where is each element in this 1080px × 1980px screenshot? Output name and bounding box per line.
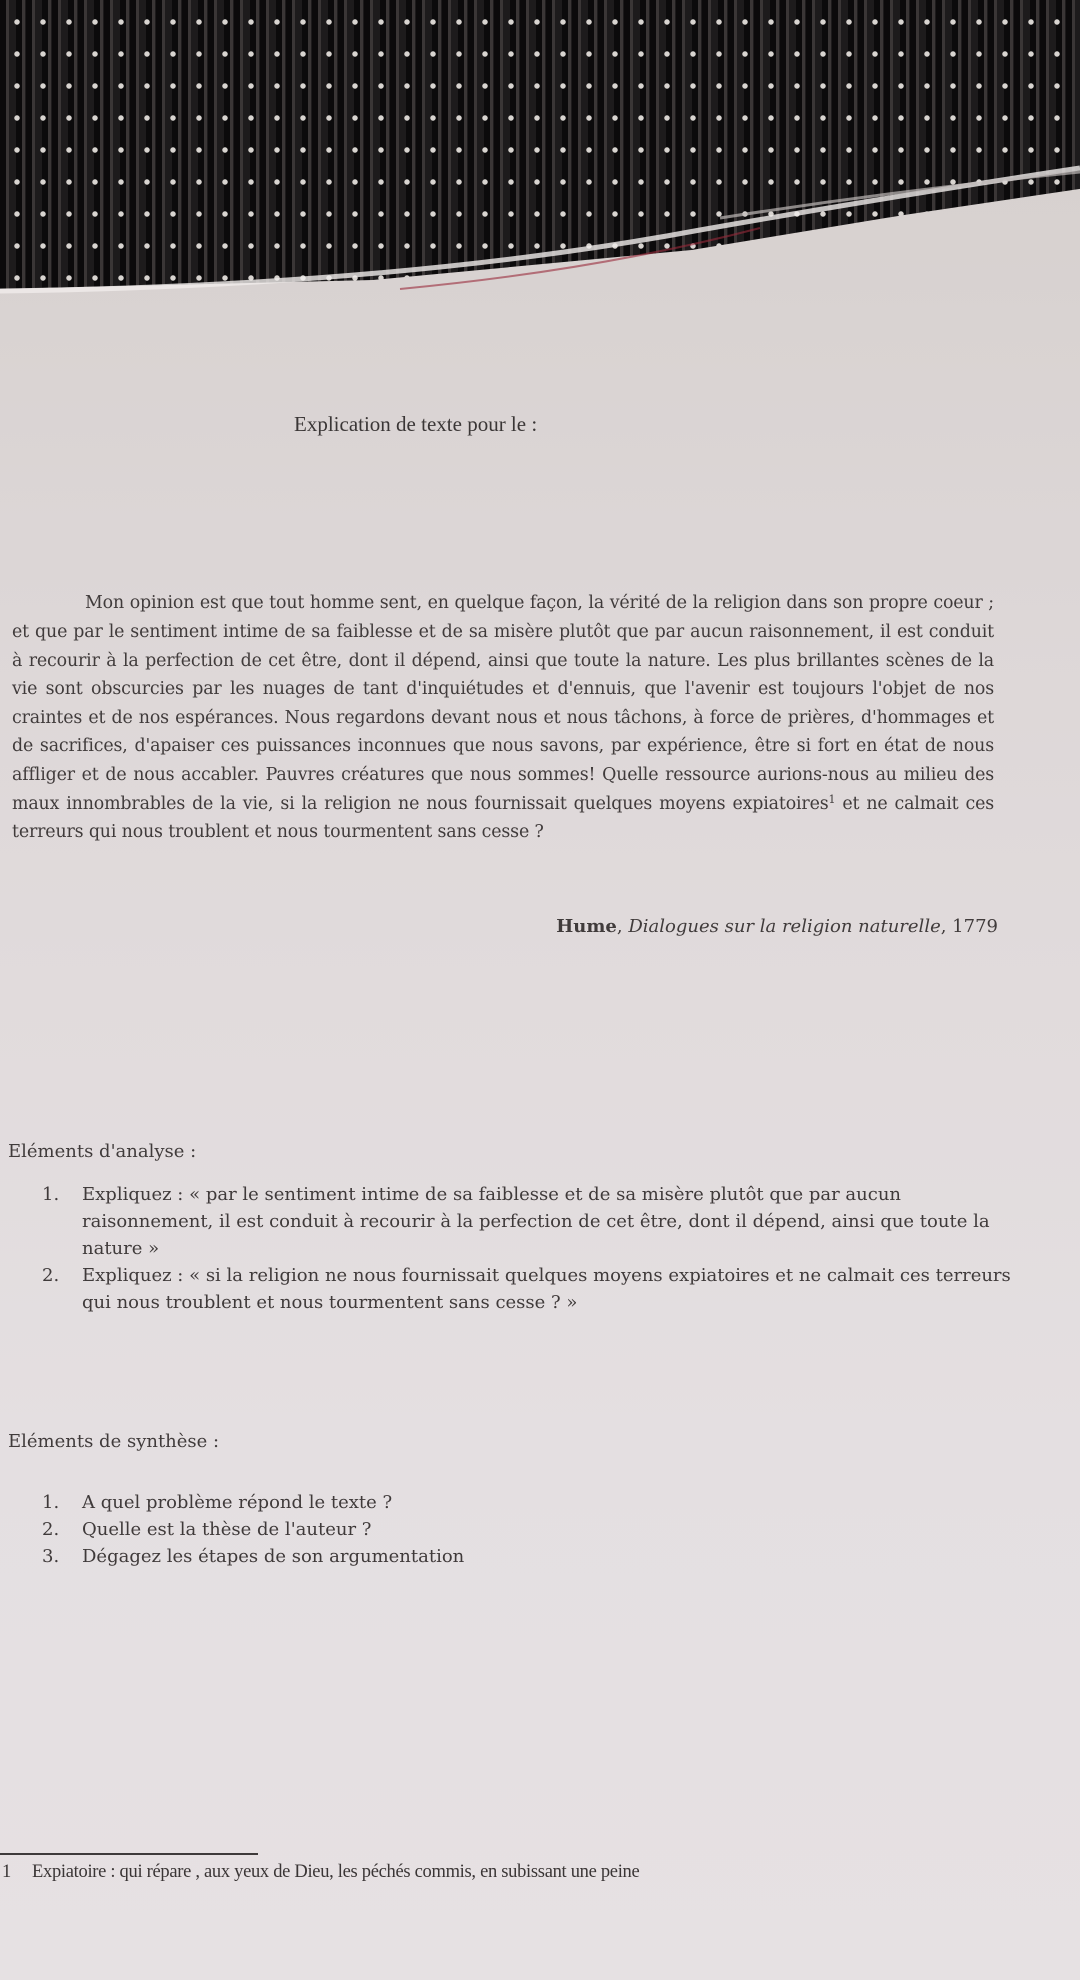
citation-author: Hume bbox=[556, 916, 617, 937]
source-passage bbox=[12, 589, 994, 846]
footnote-number: 1 bbox=[2, 1862, 11, 1882]
item-number: 2. bbox=[42, 1519, 60, 1540]
item-text: Expliquez : « par le sentiment intime de sa faiblesse et de sa misère plutôt que par aucun raisonnement, il est conduit à recourir à la perfection de cet être, dont il dépend, ainsi que toute la nature » bbox=[82, 1184, 990, 1259]
document-title: Explication de texte pour le : bbox=[294, 412, 538, 436]
item-text: Dégagez les étapes de son argumentation bbox=[82, 1546, 465, 1567]
synthesis-item bbox=[42, 1489, 1022, 1516]
footnote bbox=[2, 1862, 639, 1883]
citation-year: , 1779 bbox=[940, 916, 998, 937]
synthesis-list bbox=[42, 1489, 1022, 1570]
passage-text-end: et ne calmait ces terreurs qui nous troublent et nous tourmentent sans cesse ? bbox=[12, 793, 994, 843]
citation-separator: , bbox=[616, 916, 629, 937]
item-number: 1. bbox=[42, 1492, 60, 1513]
item-number: 2. bbox=[42, 1265, 60, 1286]
footnote-reference: 1 bbox=[828, 792, 836, 806]
analysis-list bbox=[42, 1181, 1022, 1316]
footnote-divider bbox=[0, 1853, 258, 1855]
item-text: A quel problème répond le texte ? bbox=[82, 1492, 393, 1513]
item-text: Expliquez : « si la religion ne nous fournissait quelques moyens expiatoires et ne calmait ces terreurs qui nous troublent et nous tourmentent sans cesse ? » bbox=[82, 1265, 1011, 1313]
analysis-item bbox=[42, 1262, 1022, 1316]
item-number: 3. bbox=[42, 1546, 60, 1567]
citation bbox=[556, 916, 998, 937]
passage-text: Mon opinion est que tout homme sent, en quelque façon, la vérité de la religion dans son propre coeur ; et que par le sentiment intime de sa faiblesse et de sa misère plutôt que par aucun raisonnement, il est conduit à recourir à la perfection de cet être, dont il dépend, ainsi que toute la nature. Les plus brillantes scènes de la vie sont obscurcies par les nuages de tant d'inquiétudes et d'ennuis, que l'avenir est toujours l'objet de nos craintes et de nos espérances. Nous regardons devant nous et nous tâchons, à force de prières, d'hommages et de sacrifices, d'apaiser ces puissances inconnues que nous savons, par expérience, être si fort en état de nous affliger et de nous accabler. Pauvres créatures que nous sommes! Quelle ressource aurions-nous au milieu des maux innombrables de la vie, si la religion ne nous fournissait quelques moyens expiatoires bbox=[12, 593, 994, 814]
footnote-text: Expiatoire : qui répare , aux yeux de Dieu, les péchés commis, en subissant une peine bbox=[32, 1862, 640, 1882]
analysis-heading: Eléments d'analyse : bbox=[8, 1141, 197, 1162]
synthesis-item bbox=[42, 1516, 1022, 1543]
synthesis-item bbox=[42, 1543, 1022, 1570]
item-number: 1. bbox=[42, 1184, 60, 1205]
citation-work: Dialogues sur la religion naturelle bbox=[628, 916, 941, 937]
synthesis-heading: Eléments de synthèse : bbox=[8, 1431, 220, 1452]
item-text: Quelle est la thèse de l'auteur ? bbox=[82, 1519, 372, 1540]
analysis-item bbox=[42, 1181, 1022, 1262]
